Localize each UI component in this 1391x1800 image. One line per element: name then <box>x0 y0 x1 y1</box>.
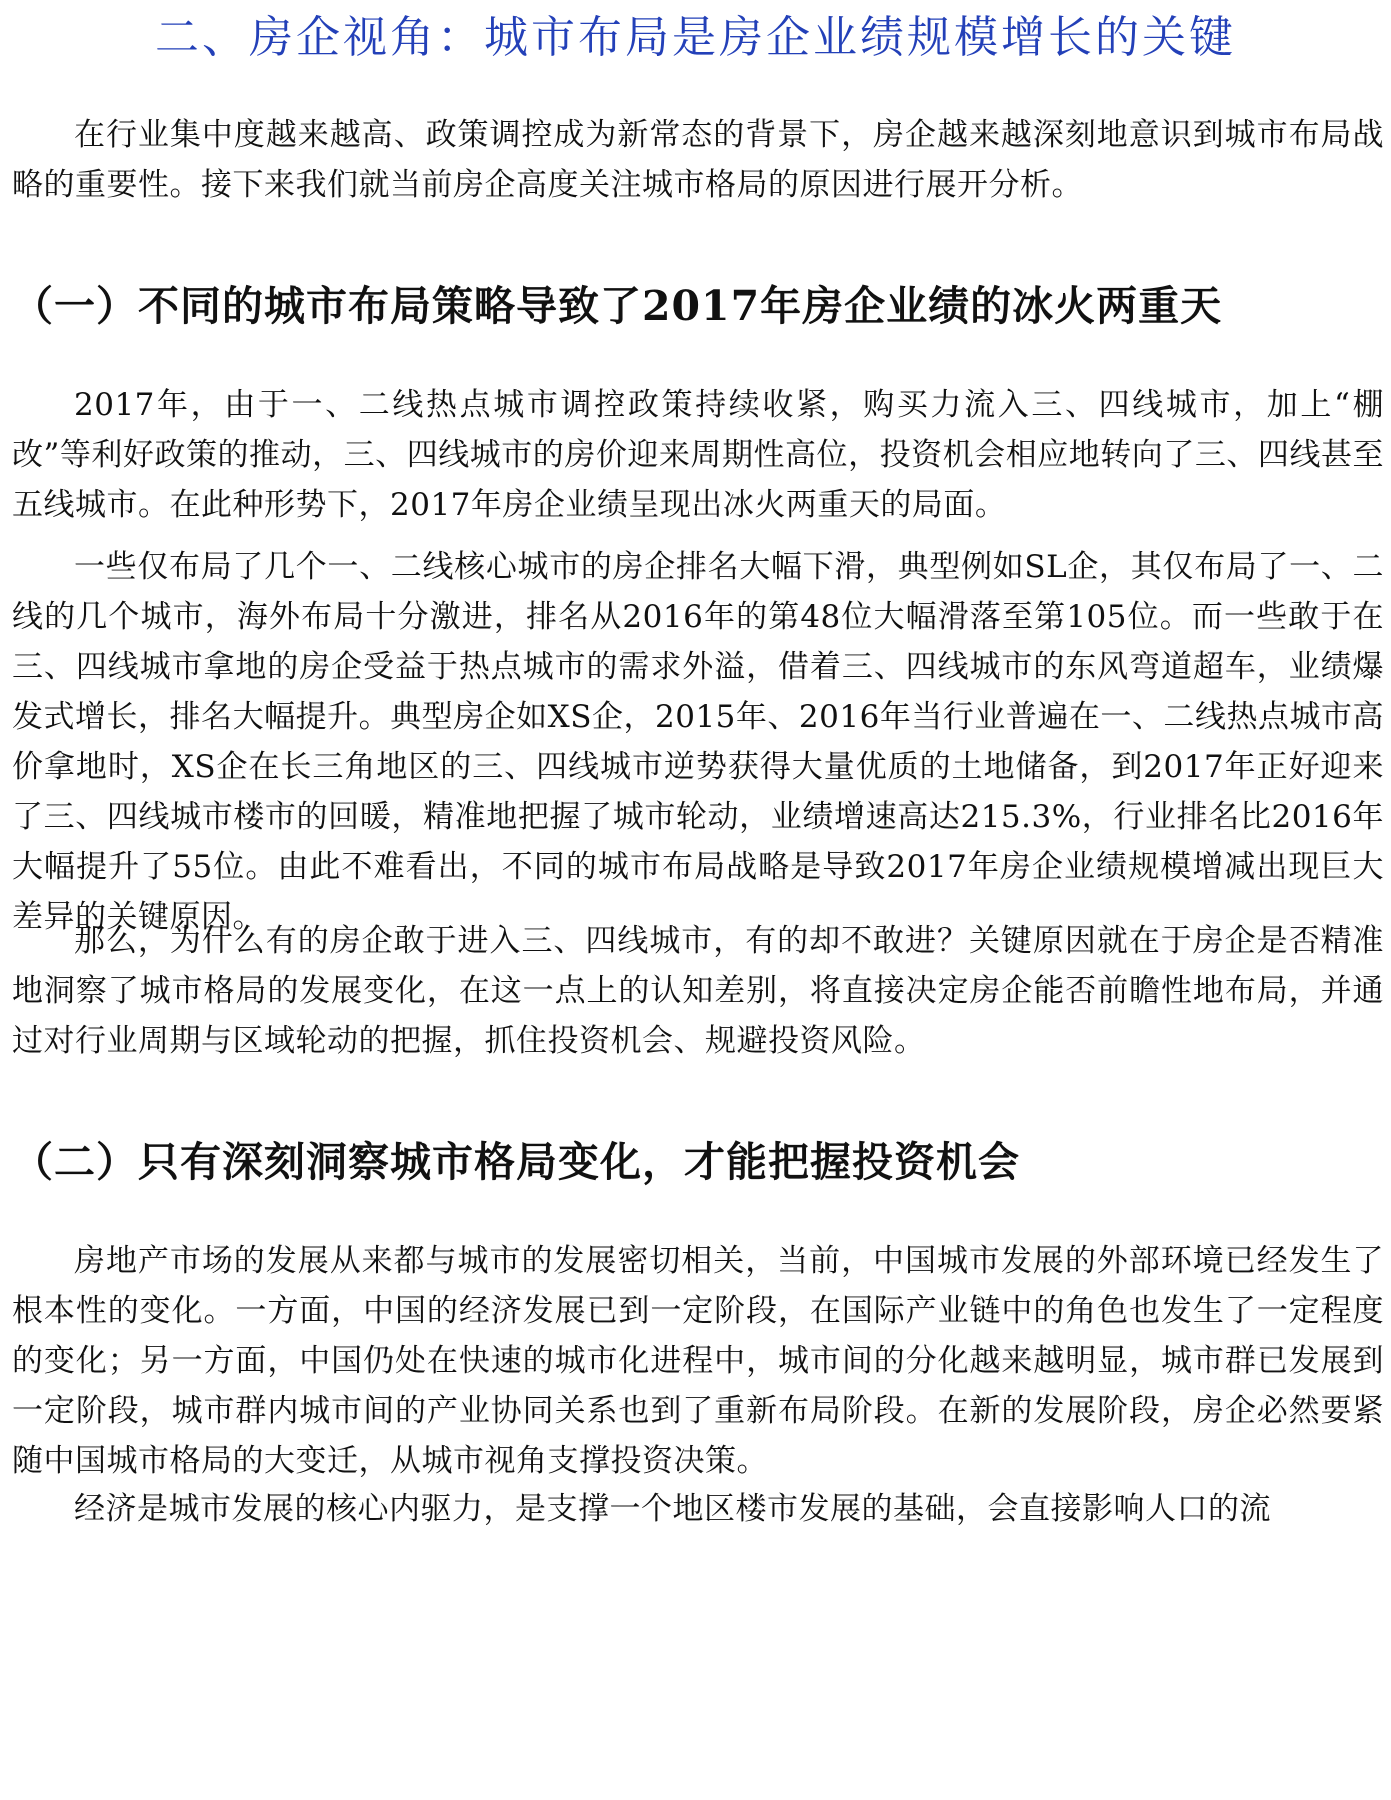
intro-block <box>12 110 1384 210</box>
subsection-2-heading: （二）只有深刻洞察城市格局变化，才能把握投资机会 <box>12 1138 1020 1186</box>
subsection-1-para-3-block <box>12 916 1384 1066</box>
subsection-1-paragraph: 一些仅布局了几个一、二线核心城市的房企排名大幅下滑，典型例如SL企，其仅布局了一、二线的几个城市，海外布局十分激进，排名从2016年的第48位大幅滑落至第105位。而一些敢于在三、四线城市拿地的房企受益于热点城市的需求外溢，借着三、四线城市的东风弯道超车，业绩爆发式增长，排名大幅提升。典型房企如XS企，2015年、2016年当行业普遍在一、二线热点城市高价拿地时，XS企在长三角地区的三、四线城市逆势获得大量优质的土地储备，到2017年正好迎来了三、四线城市楼市的回暖，精准地把握了城市轮动，业绩增速高达215.3%，行业排名比2016年大幅提升了55位。由此不难看出，不同的城市布局战略是导致2017年房企业绩规模增减出现巨大差异的关键原因。 <box>12 549 1384 935</box>
subsection-1-para-1-block <box>12 380 1384 530</box>
subsection-2-paragraph: 房地产市场的发展从来都与城市的发展密切相关，当前，中国城市发展的外部环境已经发生了根本性的变化。一方面，中国的经济发展已到一定阶段，在国际产业链中的角色也发生了一定程度的变化；另一方面，中国仍处在快速的城市化进程中，城市间的分化越来越明显，城市群已发展到一定阶段，城市群内城市间的产业协同关系也到了重新布局阶段。在新的发展阶段，房企必然要紧随中国城市格局的大变迁，从城市视角支撑投资决策。 <box>12 1243 1384 1479</box>
subsection-2-para-2-block <box>12 1484 1384 1534</box>
intro-paragraph: 在行业集中度越来越高、政策调控成为新常态的背景下，房企越来越深刻地意识到城市布局战略的重要性。接下来我们就当前房企高度关注城市格局的原因进行展开分析。 <box>12 117 1384 203</box>
subsection-1-heading: （一）不同的城市布局策略导致了2017年房企业绩的冰火两重天 <box>12 282 1223 330</box>
subsection-1-heading-block <box>12 276 1384 336</box>
subsection-1-para-2-block <box>12 542 1384 942</box>
subsection-2-heading-block <box>12 1132 1384 1192</box>
subsection-2-para-1-block <box>12 1236 1384 1486</box>
subsection-1-paragraph: 2017年，由于一、二线热点城市调控政策持续收紧，购买力流入三、四线城市，加上“棚改”等利好政策的推动，三、四线城市的房价迎来周期性高位，投资机会相应地转向了三、四线甚至五线城市。在此种形势下，2017年房企业绩呈现出冰火两重天的局面。 <box>12 387 1384 523</box>
subsection-1-paragraph: 那么，为什么有的房企敢于进入三、四线城市，有的却不敢进？关键原因就在于房企是否精准地洞察了城市格局的发展变化，在这一点上的认知差别，将直接决定房企能否前瞻性地布局，并通过对行业周期与区域轮动的把握，抓住投资机会、规避投资风险。 <box>12 923 1384 1059</box>
section-title: 二、房企视角：城市布局是房企业绩规模增长的关键 <box>155 12 1236 63</box>
subsection-2-paragraph: 经济是城市发展的核心内驱力，是支撑一个地区楼市发展的基础，会直接影响人口的流 <box>74 1491 1271 1527</box>
